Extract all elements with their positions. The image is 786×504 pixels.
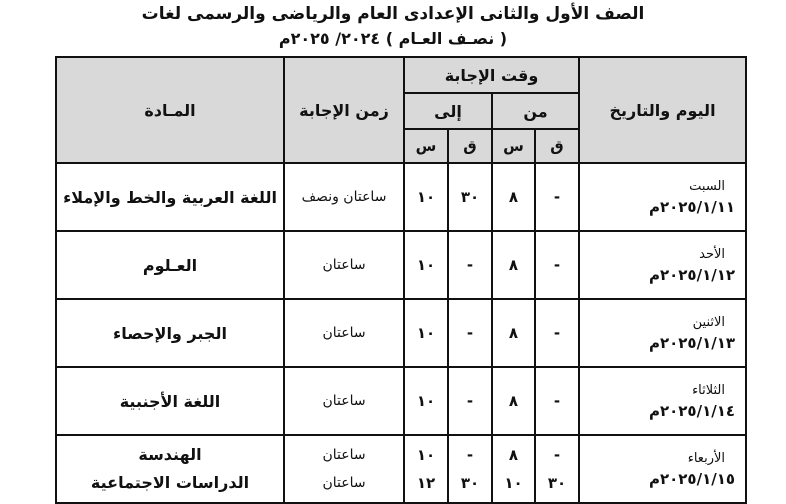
value-line: ١٢: [416, 474, 436, 492]
to-hour-cell: [404, 435, 448, 503]
value-line: ١٠: [416, 446, 436, 464]
subject-cell: الجبر والإحصاء: [56, 299, 284, 367]
to-min-cell: -: [448, 231, 492, 299]
table-row: [56, 163, 746, 231]
from-hour-cell: ٨: [492, 163, 535, 231]
from-hour-cell: ٨: [492, 367, 535, 435]
header-from: من: [492, 93, 579, 129]
to-hour-cell: ١٠: [404, 367, 448, 435]
duration-cell: ساعتان ونصف: [284, 163, 404, 231]
value-line: -: [553, 446, 561, 464]
subject-cell: اللغة الأجنبية: [56, 367, 284, 435]
day-date: ٢٠٢٥/١/١٢م: [648, 266, 736, 284]
page-title: الصف الأول والثانى الإعدادى العام والرياضى والرسمى لغات: [141, 4, 645, 24]
from-min-cell: -: [535, 299, 579, 367]
day-date-cell: [579, 163, 746, 231]
subject-line: الدراسات الاجتماعية: [90, 473, 250, 492]
day-name: الأحد: [699, 247, 726, 262]
subject-cell: العـلوم: [56, 231, 284, 299]
day-name: الاثنين: [692, 315, 726, 330]
table-row: [56, 231, 746, 299]
day-date-cell: [579, 367, 746, 435]
day-date-cell: [579, 231, 746, 299]
table-row: [56, 367, 746, 435]
duration-cell: ساعتان: [284, 367, 404, 435]
to-min-cell: ٣٠: [448, 163, 492, 231]
duration-line: ساعتان: [322, 475, 366, 491]
value-line: ٨: [508, 446, 519, 464]
value-line: -: [466, 446, 474, 464]
day-date: ٢٠٢٥/١/١٣م: [648, 334, 736, 352]
subject-line: الهندسة: [138, 445, 202, 464]
day-date-cell: [579, 299, 746, 367]
day-date: ٢٠٢٥/١/١١م: [648, 198, 736, 216]
to-min-cell: -: [448, 367, 492, 435]
day-date: ٢٠٢٥/١/١٥م: [648, 470, 736, 488]
from-hour-cell: [492, 435, 535, 503]
day-name: السبت: [689, 179, 726, 194]
from-min-cell: -: [535, 367, 579, 435]
subject-cell: [56, 435, 284, 503]
value-line: ١٠: [504, 474, 523, 492]
header-answer-time: وقت الإجابة: [404, 57, 579, 93]
to-hour-cell: ١٠: [404, 299, 448, 367]
from-min-cell: [535, 435, 579, 503]
to-min-cell: -: [448, 299, 492, 367]
to-hour-cell: ١٠: [404, 163, 448, 231]
exam-schedule-table: [55, 56, 747, 504]
value-line: ٣٠: [547, 474, 567, 492]
duration-cell: [284, 435, 404, 503]
to-hour-cell: ١٠: [404, 231, 448, 299]
day-name: الأربعاء: [687, 451, 726, 466]
value-line: ٣٠: [460, 474, 480, 492]
day-date-cell: [579, 435, 746, 503]
from-hour-cell: ٨: [492, 299, 535, 367]
header-day-date: اليوم والتاريخ: [579, 57, 746, 163]
header-to-hour: س: [404, 129, 448, 163]
from-min-cell: -: [535, 163, 579, 231]
day-date: ٢٠٢٥/١/١٤م: [648, 402, 736, 420]
header-from-min: ق: [535, 129, 579, 163]
header-duration: زمن الإجابة: [284, 57, 404, 163]
header-to: إلى: [404, 93, 492, 129]
table-row: [56, 435, 746, 503]
subject-cell: اللغة العربية والخط والإملاء: [56, 163, 284, 231]
from-hour-cell: ٨: [492, 231, 535, 299]
day-name: الثلاثاء: [692, 383, 726, 398]
duration-cell: ساعتان: [284, 299, 404, 367]
table-row: [56, 299, 746, 367]
header-to-min: ق: [448, 129, 492, 163]
header-subject: المـادة: [56, 57, 284, 163]
to-min-cell: [448, 435, 492, 503]
from-min-cell: -: [535, 231, 579, 299]
page-subtitle: ( نصـف العـام ) ٢٠٢٤/ ٢٠٢٥م: [278, 29, 508, 48]
duration-cell: ساعتان: [284, 231, 404, 299]
duration-line: ساعتان: [322, 447, 366, 463]
header-from-hour: س: [492, 129, 535, 163]
